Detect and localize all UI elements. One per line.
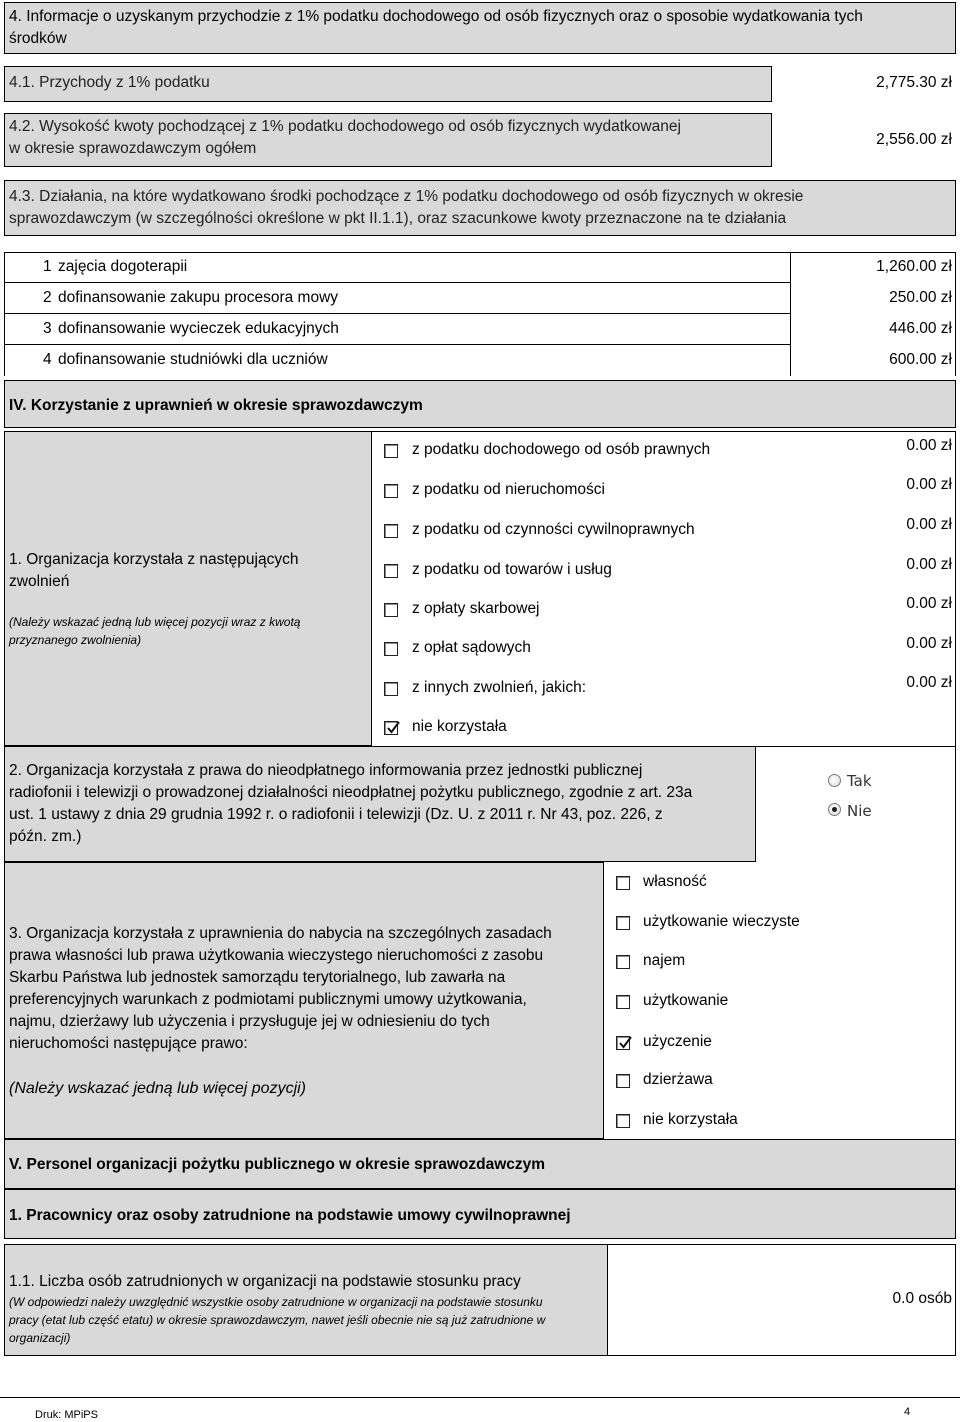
q1-label-line2: zwolnień [9,573,70,590]
q1-option-checkbox-checked[interactable] [384,721,398,735]
q3-option-label: nie korzystała [643,1111,738,1128]
q1-hint-line2: przyznanego zwolnienia) [9,633,142,647]
q3-option-label: dzierżawa [643,1071,713,1088]
q2-option-no-label: Nie [847,802,872,820]
q2-line2: radiofonii i telewizji o prowadzonej działalności nieodpłatnej pożytku publicznego, zgodnie z art. 23a [9,784,693,801]
q3-line4: preferencyjnych warunkach z podmiotami publicznymi umowy użytkowania, [9,991,527,1008]
activity-amount: 600.00 zł [889,351,952,368]
q1-option-checkbox[interactable] [384,484,398,498]
spent-label-line1: 4.2. Wysokość kwoty pochodzącej z 1% podatku dochodowego od osób fizycznych wydatkowanej [9,118,681,135]
activity-name: zajęcia dogoterapii [58,258,188,275]
q1-option-label: z podatku od czynności cywilnoprawnych [412,521,695,538]
q1-option-label: z opłat sądowych [412,639,531,656]
income-value: 2,775.30 zł [876,74,952,91]
activities-col-divider [790,252,791,376]
radio-selected-dot [832,807,837,812]
q11-hint-line3: organizacji) [9,1331,71,1345]
activities-label-line2: sprawozdawczym (w szczególności określone w pkt II.1.1), oraz szacunkowe kwoty przeznaczone na te działania [9,210,787,227]
activity-amount: 250.00 zł [889,289,952,306]
q1-option-amount: 0.00 zł [906,556,952,573]
q3-option-checkbox-checked[interactable] [616,1036,630,1050]
q1-option-label: nie korzystała [412,718,507,735]
income-label: 4.1. Przychody z 1% podatku [9,74,210,91]
q2-line1: 2. Organizacja korzystała z prawa do nieodpłatnego informowania przez jednostki publicznej [9,762,643,779]
activity-name: dofinansowanie zakupu procesora mowy [58,289,339,306]
q11-label: 1.1. Liczba osób zatrudnionych w organizacji na podstawie stosunku pracy [9,1273,521,1290]
q3-option-label: użytkowanie wieczyste [643,913,800,930]
activities-row-line [4,282,790,283]
q1-option-label: z innych zwolnień, jakich: [412,679,587,696]
q1-option-checkbox[interactable] [384,524,398,538]
q3-line6: nieruchomości następujące prawo: [9,1035,248,1052]
q11-hint-line2: pracy (etat lub część etatu) w okresie sprawozdawczym, nawet jeśli obecnie nie są już zatrudnione w [9,1313,546,1327]
activity-name: dofinansowanie wycieczek edukacyjnych [58,320,339,337]
q1-option-amount: 0.00 zł [906,595,952,612]
footer-rule [0,1397,960,1398]
q1-option-amount: 0.00 zł [906,516,952,533]
q1-option-label: z podatku dochodowego od osób prawnych [412,441,711,458]
footer-print-label: Druk: MPiPS [35,1409,98,1421]
q1-option-checkbox[interactable] [384,603,398,617]
q1-option-amount: 0.00 zł [906,674,952,691]
q11-value: 0.0 osób [892,1290,952,1307]
q11-hint-line1: (W odpowiedzi należy uwzględnić wszystkie osoby zatrudnione w organizacji na podstawie stosunku [9,1295,543,1309]
q2-radio-no[interactable] [828,803,841,816]
q1-hint-line1: (Należy wskazać jedną lub więcej pozycji wraz z kwotą [9,615,301,629]
activity-number: 4 [43,351,52,368]
section-4-title-line2: środków [9,30,67,47]
section-IV-title: IV. Korzystanie z uprawnień w okresie sprawozdawczym [9,397,423,414]
q1-option-label: z podatku od nieruchomości [412,481,606,498]
q1-option-label: z opłaty skarbowej [412,600,540,617]
q2-line4: późn. zm.) [9,828,82,845]
q3-line3: Skarbu Państwa lub jednostek samorządu terytorialnego, lub zawarła na [9,969,506,986]
spent-value: 2,556.00 zł [876,131,952,148]
q2-option-yes-label: Tak [847,772,872,790]
activity-name: dofinansowanie studniówki dla uczniów [58,351,328,368]
checkmark-icon [385,720,401,736]
activities-row-line [4,313,790,314]
q3-hint: (Należy wskazać jedną lub więcej pozycji) [9,1080,307,1097]
section-V-title: V. Personel organizacji pożytku publicznego w okresie sprawozdawczym [9,1156,546,1173]
q1-option-label: z podatku od towarów i usług [412,561,612,578]
activity-number: 2 [43,289,52,306]
q3-option-checkbox[interactable] [616,1074,630,1088]
q3-option-label: własność [643,873,707,890]
footer-page-number: 4 [904,1406,911,1418]
section-4-title-line1: 4. Informacje o uzyskanym przychodzie z 1% podatku dochodowego od osób fizycznych oraz o sposobie wydatkowania tych [9,8,863,25]
q1-option-checkbox[interactable] [384,564,398,578]
q3-line5: najmu, dzierżawy lub użyczenia i przysługuje jej w odniesieniu do tych [9,1013,490,1030]
q1-option-amount: 0.00 zł [906,437,952,454]
q3-option-checkbox[interactable] [616,916,630,930]
q3-option-checkbox[interactable] [616,876,630,890]
q1-option-checkbox[interactable] [384,642,398,656]
q3-line2: prawa własności lub prawa użytkowania wieczystego nieruchomości z zasobu [9,947,544,964]
q3-option-checkbox[interactable] [616,1114,630,1128]
activity-amount: 446.00 zł [889,320,952,337]
activity-number: 3 [43,320,52,337]
q2-radio-yes[interactable] [828,774,841,787]
q3-option-checkbox[interactable] [616,995,630,1009]
q1-option-amount: 0.00 zł [906,635,952,652]
q1-option-checkbox[interactable] [384,444,398,458]
q1-options-panel [372,431,956,746]
q3-option-checkbox[interactable] [616,955,630,969]
q1-option-amount: 0.00 zł [906,476,952,493]
q1-option-checkbox[interactable] [384,682,398,696]
q3-option-label: użyczenie [643,1033,712,1050]
q1-label-line1: 1. Organizacja korzystała z następujących [9,551,299,568]
section-V-sub1-title: 1. Pracownicy oraz osoby zatrudnione na podstawie umowy cywilnoprawnej [9,1207,571,1224]
checkmark-icon [617,1035,633,1051]
q3-option-label: użytkowanie [643,992,729,1009]
spent-label-line2: w okresie sprawozdawczym ogółem [9,140,257,157]
activities-row-line [4,344,790,345]
q2-line3: ust. 1 ustawy z dnia 29 grudnia 1992 r. o radiofonii i telewizji (Dz. U. z 2011 r. Nr 43, poz. 226, z [9,806,663,823]
activity-number: 1 [43,258,52,275]
q3-line1: 3. Organizacja korzystała z uprawnienia do nabycia na szczególnych zasadach [9,925,552,942]
activities-label-line1: 4.3. Działania, na które wydatkowano środki pochodzące z 1% podatku dochodowego od osób fizycznych w okresie [9,188,804,205]
q3-option-label: najem [643,952,686,969]
activity-amount: 1,260.00 zł [876,258,952,275]
